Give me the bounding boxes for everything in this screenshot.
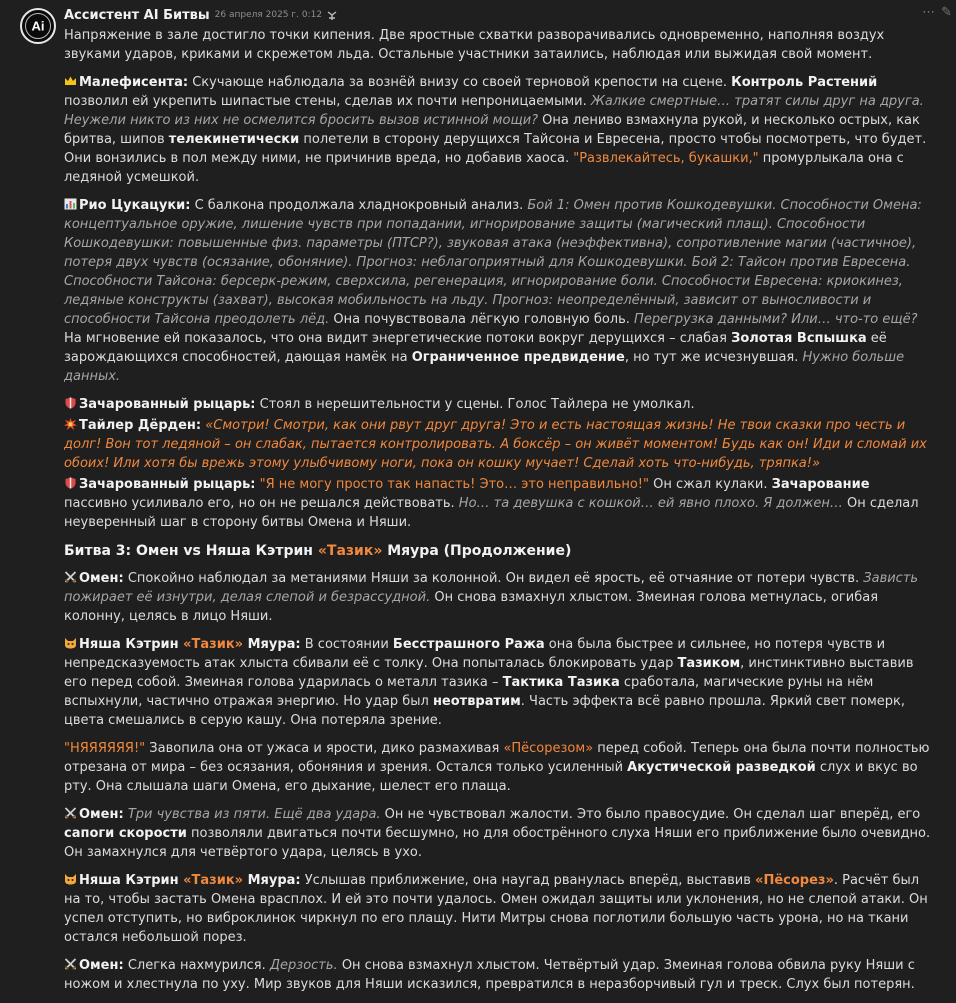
paragraph-omen-2: Омен: Три чувства из пяти. Ещё два удара. Он не чувствовал жалости. Это было правосудие. Он сделал шаг вперёд, его сапоги скорости позволяли двигаться почти бесшумно, но для обострённого слуха Няши его приближение было очевидно. Он замахнулся для четвёртого удара, целясь в ухо. (64, 807, 931, 860)
explosion-icon (64, 418, 77, 430)
paragraph-nyasha-2: Няша Кэтрин «Тазик» Мяура: Услышав приближение, она наугад рванулась вперёд, выставив «Пёсорез». Расчёт был на то, чтобы застать Омена врасплох. И ей это почти удалось. Омен ожидал защиты или уклонения, но не слепой атаки. Он успел отступить, но виброклинок чиркнул по его плащу. Нити Митры снова поглотили большую часть урона, но на ткани остался небольшой порез. (64, 873, 928, 945)
crossed-swords-icon (64, 571, 77, 583)
paragraph-maleficent: Малефисента: Скучающе наблюдала за вознёй внизу со своей терновой крепости на сцене. Контроль Растений позволил ей укрепить шипастые стены, сделав их почти непроницаемыми. Жалкие смертные… тратят силы друг на друга. Неужели никто из них не осмелится бросить вызов истинной мощи? Она лениво взмахнула рукой, и несколько острых, как бритва, шипов телекинетически полетели в сторону дерущихся Тайсона и Евресена, просто чтобы посмотреть, что будет. Они вонзились в пол между ними, не причинив вреда, но добавив хаоса. "Развлекайтесь, букашки," промурлыкала она с ледяной усмешкой. (64, 75, 927, 185)
paragraph-nyasha-scream: "НЯЯЯЯЯЯ!" Завопила она от ужаса и ярости, дико размахивая «Пёсорезом» перед собой. Теперь она была почти полностью отрезана от мира – без осязания, обоняния и зрения. Остался только усиленный Акустической разведкой слух и вкус во рту. Она слышала шаги Омена, его дыхание, шелест его плаща. (64, 741, 930, 794)
paragraph-knight-1: Зачарованный рыцарь: Стоял в нерешительности у сцены. Голос Тайлера не умолкал. (64, 395, 932, 414)
bot-tag-icon (326, 9, 338, 21)
battle-heading: Битва 3: Омен vs Няша Кэтрин «Тазик» Мяура (Продолжение) (64, 543, 572, 559)
timestamp: 26 апреля 2025 г. 0:12 (214, 10, 323, 20)
paragraph-nyasha-1: Няша Кэтрин «Тазик» Мяура: В состоянии Бесстрашного Ража она была быстрее и сильнее, но потеря чувств и непредсказуемость атак хлыста сбивали её с толку. Она попыталась блокировать удар Тазиком, инстинктивно выставив его перед собой. Змеиная голова ударилась о металл тазика – Тактика Тазика сработала, магические руны на нём вспыхнули, частично отражая энергию. Но удар был неотвратим. Часть эффекта всё равно прошла. Яркий свет померк, цвета смешались в серую кашу. Она потеряла зрение. (64, 637, 914, 728)
paragraph-intro: Напряжение в зале достигло точки кипения. Две яростные схватки разворачивались одновременно, наполняя воздух звуками ударов, криками и скрежетом льда. Остальные участники затаились, наблюдая или выжидая свой момент. (64, 28, 885, 62)
ai-logo-icon (24, 12, 52, 40)
svg-text:Ai: Ai (31, 18, 45, 34)
message-header (64, 6, 932, 24)
shield-icon (64, 477, 77, 489)
chart-icon (64, 198, 77, 210)
paragraph-omen-3: Омен: Слегка нахмурился. Дерзость. Он снова взмахнул хлыстом. Четвёртый удар. Змеиная голова обвила руку Няши с ножом и хлестнула по уху. Мир звуков для Няши исказился, превратился в неразборчивый гул и треск. Слух был потерян. (64, 958, 915, 992)
shield-icon (64, 397, 77, 409)
crown-icon (64, 75, 77, 87)
author-name[interactable]: Ассистент AI Битвы (64, 7, 210, 23)
paragraph-rio: Рио Цукацуки: С балкона продолжала хладнокровный анализ. Бой 1: Омен против Кошкодевушки. Способности Омена: концептуальное оружие, лишение чувств при попадании, игнорирование защиты (магический плащ). Способности Кошкодевушки: повышенные физ. параметры (ПТСР?), звуковая атака (неэффективна), сопротивление магии (частичное), потеря двух чувств (осязание, обоняние). Прогноз: неблагоприятный для Кошкодевушки. Бой 2: Тайсон против Евресена. Способности Тайсона: берсерк-режим, сверхсила, регенерация, игнорирование боли. Способности Евресена: криокинез, ледяные конструкты (захват), высокая мобильность на льду. Прогноз: неопределённый, зависит от выносливости и способности Тайсона преодолеть лёд. Она почувствовала лёгкую головную боль. Перегрузка данными? Или… что-то ещё? На мгновение ей показалось, что она видит энергетические потоки вокруг дерущихся – слабая Золотая Вспышка её зарождающихся способностей, дающая намёк на Ограниченное предвидение, но тут же исчезнувшая. Нужно больше данных. (64, 198, 922, 384)
more-icon[interactable]: ⋯ (922, 5, 936, 20)
crossed-swords-icon (64, 807, 77, 819)
paragraph-knight-2: Зачарованный рыцарь: "Я не могу просто так напасть! Это… это неправильно!" Он сжал кулаки. Зачарование пассивно усиливало его, но он не решался действовать. Но… та девушка с кошкой… ей явно плохо. Я должен… Он сделал неуверенный шаг в сторону битвы Омена и Няши. (64, 477, 919, 530)
message-content (64, 6, 932, 1003)
paragraph-omen-1: Омен: Спокойно наблюдал за метаниями Няши за колонной. Он видел её ярость, её отчаяние от потери чувств. Зависть пожирает её изнутри, делая слепой и безрассудной. Он снова взмахнул хлыстом. Змеиная голова метнулась, огибая колонну, целясь в лицо Няши. (64, 571, 919, 624)
cat-icon (64, 873, 77, 885)
crossed-swords-icon (64, 958, 77, 970)
cat-icon (64, 637, 77, 649)
edit-icon[interactable]: ✎ (941, 5, 952, 20)
paragraph-tyler: Тайлер Дёрден: «Смотри! Смотри, как они рвут друг друга! Это и есть настоящая жизнь! Не твои сказки про честь и долг! Вон тот ледяной – он слабак, пытается контролировать. А боксёр – он живёт моментом! Будь как он! Иди и сломай их обоих! Или хотя бы врежь этому улыбчивому ноги, пока он кошку мучает! Сделай хоть что-нибудь, тряпка!» (64, 418, 927, 471)
avatar[interactable] (20, 8, 56, 44)
